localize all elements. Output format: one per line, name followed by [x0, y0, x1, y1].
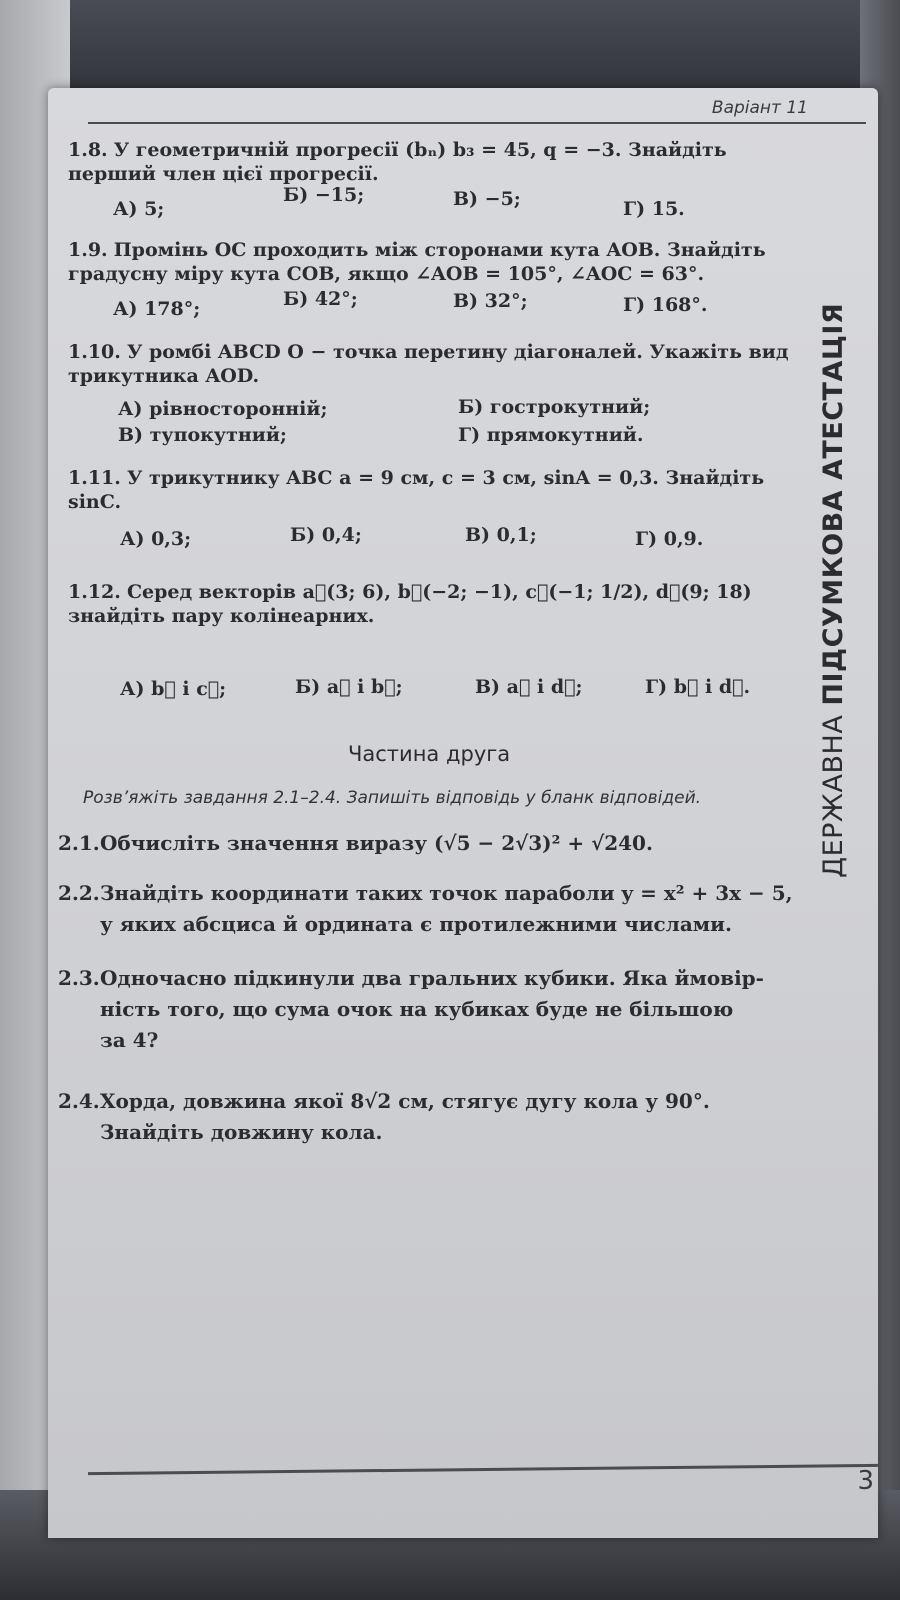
option-a[interactable]: А) 178°; [113, 298, 201, 320]
question-number: 1.12. [68, 581, 121, 603]
side-label-regular: ДЕРЖАВНА [818, 705, 849, 878]
side-label-bold: ПІДСУМКОВА АТЕСТАЦІЯ [818, 302, 849, 706]
option-d[interactable]: Г) 168°. [623, 294, 708, 316]
question-1-11 [68, 466, 818, 514]
option-c[interactable]: В) тупокутний; [118, 424, 287, 446]
question-text: У геометричній прогресії (bₙ) b₃ = 45, q = −3. Знайдіть перший член цієї прогресії. [68, 139, 727, 185]
option-a[interactable]: А) 0,3; [120, 528, 192, 550]
option-b[interactable]: Б) a⃗ і b⃗; [295, 676, 403, 698]
task-2-3 [58, 963, 838, 1056]
option-c[interactable]: В) −5; [453, 188, 521, 210]
task-2-1 [58, 828, 838, 859]
option-b[interactable]: Б) 42°; [283, 288, 358, 310]
option-a[interactable]: А) b⃗ і c⃗; [120, 678, 227, 700]
question-text: Серед векторів a⃗(3; 6), b⃗(−2; −1), c⃗(−1; 1/2), d⃗(9; 18) знайдіть пару колінеарних. [68, 581, 752, 627]
question-text: Промінь OC проходить між сторонами кута AOB. Знайдіть градусну міру кута COB, якщо ∠AOB = 105°, ∠AOC = 63°. [68, 239, 766, 285]
exam-page [48, 88, 878, 1538]
instruction: Розв’яжіть завдання 2.1–2.4. Запишіть відповідь у бланк відповідей. [83, 788, 702, 808]
page-number: 3 [857, 1466, 874, 1496]
question-number: 1.8. [68, 139, 108, 161]
option-b[interactable]: Б) гострокутний; [458, 396, 651, 418]
task-line: Хорда, довжина якої 8√2 см, стягує дугу кола у 90°. [100, 1089, 710, 1113]
task-line: Обчисліть значення виразу (√5 − 2√3)² + √240. [100, 831, 653, 855]
question-1-8 [68, 138, 818, 186]
task-2-4 [58, 1086, 838, 1148]
task-2-2 [58, 878, 838, 940]
option-d[interactable]: Г) b⃗ і d⃗. [645, 676, 751, 698]
option-c[interactable]: В) 0,1; [465, 524, 537, 546]
task-line: Знайдіть координати таких точок параболи y = x² + 3x − 5, [100, 881, 793, 905]
question-1-12 [68, 580, 818, 628]
option-b[interactable]: Б) −15; [283, 184, 365, 206]
header-divider [88, 122, 866, 124]
question-text: У ромбі ABCD O − точка перетину діагоналей. Укажіть вид трикутника AOD. [68, 341, 789, 387]
task-line: Знайдіть довжину кола. [100, 1120, 383, 1144]
option-a[interactable]: А) рівносторонній; [118, 398, 328, 420]
task-line: ність того, що сума очок на кубиках буде не більшою [100, 997, 734, 1021]
section-title: Частина друга [348, 742, 511, 766]
question-text: У трикутнику ABC a = 9 см, c = 3 см, sinA = 0,3. Знайдіть sinC. [68, 467, 765, 513]
question-number: 1.9. [68, 239, 108, 261]
option-c[interactable]: В) a⃗ і d⃗; [475, 676, 583, 698]
task-line: у яких абсциса й ордината є протилежними числами. [100, 912, 732, 936]
question-number: 1.11. [68, 467, 121, 489]
task-number: 2.1. [58, 831, 100, 855]
option-b[interactable]: Б) 0,4; [290, 524, 362, 546]
option-d[interactable]: Г) 0,9. [635, 528, 704, 550]
variant-label: Варіант 11 [711, 98, 808, 118]
side-label [818, 303, 849, 878]
task-number: 2.4. [58, 1089, 100, 1113]
task-line: Одночасно підкинули два гральних кубики. Яка ймовір- [100, 966, 764, 990]
option-c[interactable]: В) 32°; [453, 290, 528, 312]
question-1-9 [68, 238, 818, 286]
task-line: за 4? [100, 1028, 159, 1052]
task-number: 2.3. [58, 966, 100, 990]
option-d[interactable]: Г) 15. [623, 198, 685, 220]
task-number: 2.2. [58, 881, 100, 905]
option-a[interactable]: А) 5; [113, 198, 165, 220]
option-d[interactable]: Г) прямокутний. [458, 424, 644, 446]
footer-divider [88, 1464, 878, 1475]
question-number: 1.10. [68, 341, 121, 363]
question-1-10 [68, 340, 818, 388]
